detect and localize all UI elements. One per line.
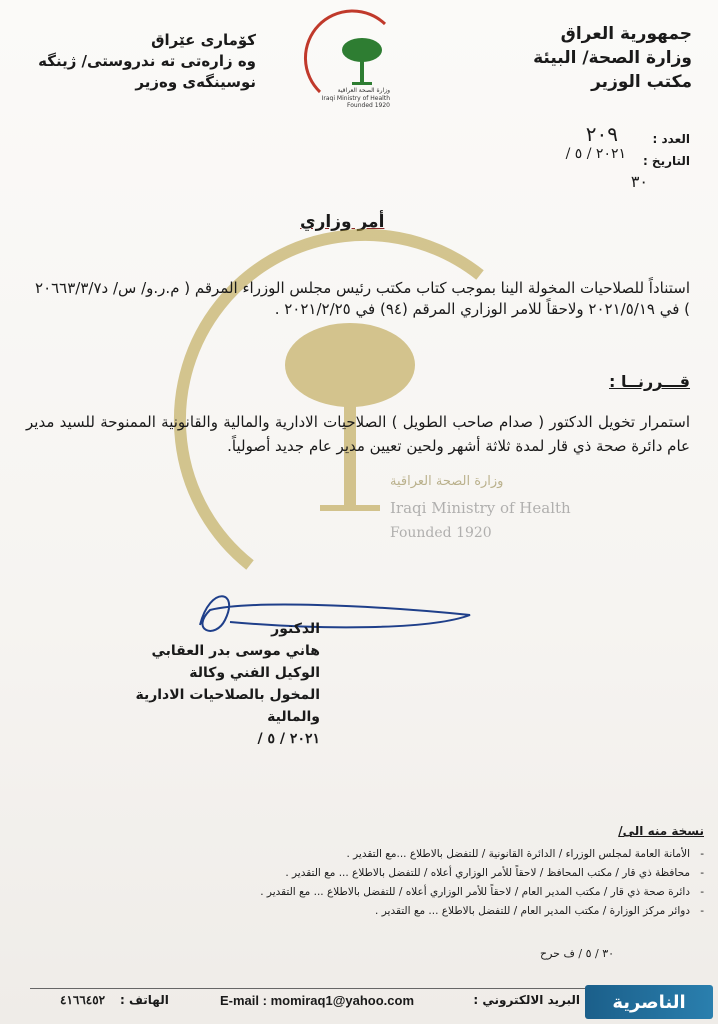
number-value: ٢٠٩ (585, 122, 618, 146)
preamble-paragraph: استناداً للصلاحيات المخولة الينا بموجب كتاب مكتب رئيس مجلس الوزراء المرقم ( م.ر.و/ س/ د٢٠٦٦٣/٣/٧ ) في ٢٠٢١/٥/١٩ ولاحقاً للامر الوزاري المرقم (٩٤) في ٢٠٢١/٢/٢٥ . (35, 279, 690, 318)
footer-divider (30, 988, 590, 989)
header-arabic-line: مكتب الوزير (591, 72, 692, 92)
phone-label: الهاتف : (120, 993, 169, 1007)
email-label: البريد الالكتروني : (473, 993, 580, 1007)
date-label: التاريخ : (642, 154, 690, 168)
ministry-logo-icon (290, 12, 430, 112)
logo-founded: Founded 1920 (347, 102, 390, 109)
header-arabic-line: وزارة الصحة/ البيئة (533, 48, 692, 68)
header-kurdish-line: وه زارەتی ته ندروستی/ ژینگه (38, 52, 256, 70)
header-kurdish-line: نوسینگەی وەزیر (135, 73, 256, 91)
phone-value: ٤١٦٦٤٥٢ (60, 993, 106, 1007)
signature-title: الدكتور (271, 621, 320, 637)
footer (60, 993, 580, 1015)
document-title: أمر وزاري (300, 212, 385, 232)
copies-list (14, 845, 704, 921)
header-kurdish (26, 30, 256, 93)
header-arabic (492, 22, 692, 94)
watermark-founded: Founded 1920 (390, 525, 492, 541)
decision-heading: قـــررنــا : (609, 372, 690, 391)
list-item: - الأمانة العامة لمجلس الوزراء / الدائرة القانونية / للتفضل بالاطلاع ...مع التقدير . (14, 845, 704, 864)
logo-caption-en: Iraqi Ministry of Health (321, 95, 390, 102)
watermark-text-en: Iraqi Ministry of Health (390, 499, 571, 517)
signature-position: الوكيل الفني وكالة (189, 665, 320, 681)
signature-block (100, 618, 320, 750)
date-value: ٢٠٢١ / ٥ / (565, 146, 626, 162)
copies-section (14, 822, 704, 921)
list-item: - محافظة ذي قار / مكتب المحافظ / لاحقاً للأمر الوزاري أعلاه / للتفضل بالاطلاع ... مع التقدير . (14, 864, 704, 883)
email-link[interactable]: E-mail : momiraq1@yahoo.com (220, 993, 414, 1008)
header-arabic-line: جمهورية العراق (560, 24, 692, 44)
signature-authority: المخول بالصلاحيات الادارية والمالية (135, 687, 320, 725)
brand-logo: الناصرية (585, 985, 713, 1019)
signature-date: ٢٠٢١ / ٥ / (257, 731, 320, 747)
watermark-text-ar: وزارة الصحة العراقية (390, 474, 504, 489)
date-day: ٣٠ (630, 172, 648, 191)
reference-code: ٣٠ / ٥ / ف حرح (540, 947, 615, 960)
header-kurdish-line: كۆماری عێراق (151, 31, 256, 49)
copies-heading: نسخة منه الى/ (618, 824, 704, 838)
list-item: - دوائر مركز الوزارة / مكتب المدير العام / للتفضل بالاطلاع ... مع التقدير . (14, 902, 704, 921)
logo-caption-ar: وزارة الصحة العراقية (337, 87, 390, 94)
number-label: العدد : (652, 132, 690, 146)
list-item: - دائرة صحة ذي قار / مكتب المدير العام / لاحقاً للأمر الوزاري أعلاه / للتفضل بالاطلاع ... مع التقدير . (14, 883, 704, 902)
signature-name: هاني موسى بدر العقابي (151, 643, 320, 659)
decision-paragraph: استمرار تخويل الدكتور ( صدام صاحب الطويل ) الصلاحيات الادارية والمالية والقانونية الممنوحة للسيد مدير عام دائرة صحة ذي قار لمدة ثلاثة أشهر ولحين تعيين مدير عام جديد أصولياً. (26, 413, 690, 455)
